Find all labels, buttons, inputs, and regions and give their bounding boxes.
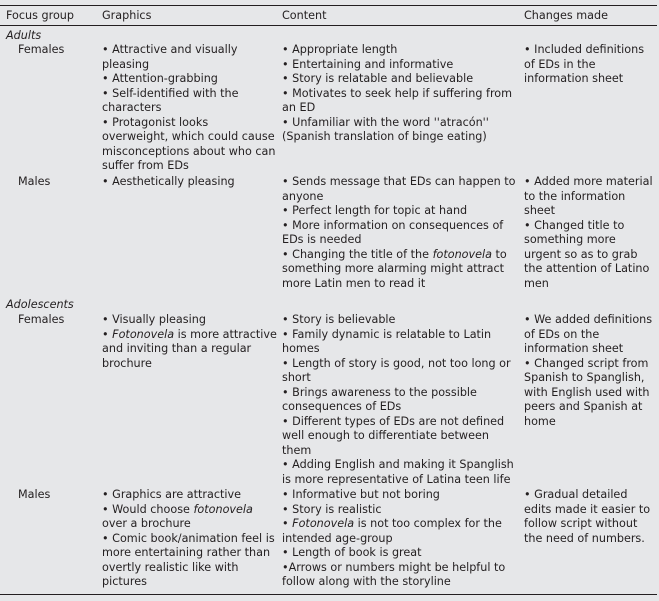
list-item: • Attractive and visually pleasing bbox=[102, 43, 238, 71]
header-content: Content bbox=[282, 9, 327, 22]
graphics-cell bbox=[102, 175, 277, 190]
list-item: • Appropriate length bbox=[282, 43, 398, 56]
list-item: • Changed script from Spanish to Spanglish, with English used with peers and Spanish at home bbox=[524, 356, 650, 428]
list-item: • Sends message that EDs can happen to anyone bbox=[282, 175, 516, 203]
list-item: • Comic book/animation feel is more entertaining rather than overtly realistic like with pictures bbox=[102, 531, 275, 588]
changes-cell bbox=[524, 43, 654, 87]
section-adolescents: Adolescents bbox=[6, 298, 74, 311]
group-label: Males bbox=[18, 175, 51, 188]
header-rule bbox=[0, 25, 657, 26]
list-item: • Unfamiliar with the word ''atracón'' (Spanish translation of binge eating) bbox=[282, 115, 489, 143]
list-item: • Self-identified with the characters bbox=[102, 86, 239, 114]
graphics-cell bbox=[102, 43, 277, 174]
group-label: Males bbox=[18, 488, 51, 501]
list-item: • Attention-grabbing bbox=[102, 72, 218, 85]
list-item: • Family dynamic is relatable to Latin homes bbox=[282, 327, 492, 355]
content-cell bbox=[282, 313, 518, 487]
list-item: • Adding English and making it Spanglish is more representative of Latina teen life bbox=[282, 458, 514, 486]
bottom-rule bbox=[0, 594, 657, 595]
list-item: • Fotonovela is not too complex for the intended age-group bbox=[282, 517, 502, 545]
list-item: • Motivates to seek help if suffering from an ED bbox=[282, 86, 513, 114]
list-item: • Brings awareness to the possible consequences of EDs bbox=[282, 385, 477, 413]
graphics-cell bbox=[102, 488, 277, 590]
list-item: • Fotonovela is more attractive and inviting than a regular brochure bbox=[102, 327, 277, 370]
list-item: • Visually pleasing bbox=[102, 313, 206, 326]
list-item: • Changed title to something more urgent so as to grab the attention of Latino men bbox=[524, 218, 650, 290]
list-item: • Gradual detailed edits made it easier to follow script without the need of numbers. bbox=[524, 488, 651, 545]
list-item: • Length of story is good, not too long or short bbox=[282, 356, 511, 384]
list-item: • Informative but not boring bbox=[282, 488, 440, 501]
content-cell bbox=[282, 175, 518, 291]
list-item: • Perfect length for topic at hand bbox=[282, 204, 468, 217]
list-item: • Entertaining and informative bbox=[282, 57, 454, 71]
header-focus-group: Focus group bbox=[6, 9, 74, 22]
list-item: • Story is realistic bbox=[282, 502, 382, 516]
changes-cell bbox=[524, 175, 654, 291]
changes-cell bbox=[524, 313, 654, 429]
list-item: • We added definitions of EDs on the information sheet bbox=[524, 313, 653, 355]
list-item: • Would choose fotonovela over a brochure bbox=[102, 502, 253, 530]
top-rule bbox=[0, 5, 657, 6]
list-item: • Story is believable bbox=[282, 313, 396, 326]
list-item: • Included definitions of EDs in the information sheet bbox=[524, 43, 645, 85]
list-item: • Aesthetically pleasing bbox=[102, 175, 235, 188]
content-cell bbox=[282, 43, 518, 145]
header-graphics: Graphics bbox=[102, 9, 152, 22]
group-label: Females bbox=[18, 43, 65, 56]
content-cell bbox=[282, 488, 518, 590]
list-item: • Added more material to the information sheet bbox=[524, 175, 653, 217]
list-item: • Story is relatable and believable bbox=[282, 72, 474, 85]
list-item: • Different types of EDs are not defined well enough to differentiate between them bbox=[282, 414, 505, 457]
changes-cell bbox=[524, 488, 654, 546]
list-item: • Length of book is great bbox=[282, 546, 422, 559]
list-item: • More information on consequences of EDs is needed bbox=[282, 218, 504, 246]
section-adults: Adults bbox=[6, 29, 42, 42]
header-changes: Changes made bbox=[524, 9, 608, 22]
list-item: • Protagonist looks overweight, which could cause misconceptions about who can suffer from EDs bbox=[102, 115, 276, 172]
group-label: Females bbox=[18, 313, 65, 326]
graphics-cell bbox=[102, 313, 277, 371]
list-item: • Changing the title of the fotonovela to something more alarming might attract more Latin men to read it bbox=[282, 247, 507, 290]
list-item: •Arrows or numbers might be helpful to follow along with the storyline bbox=[282, 560, 506, 588]
list-item: • Graphics are attractive bbox=[102, 488, 241, 501]
